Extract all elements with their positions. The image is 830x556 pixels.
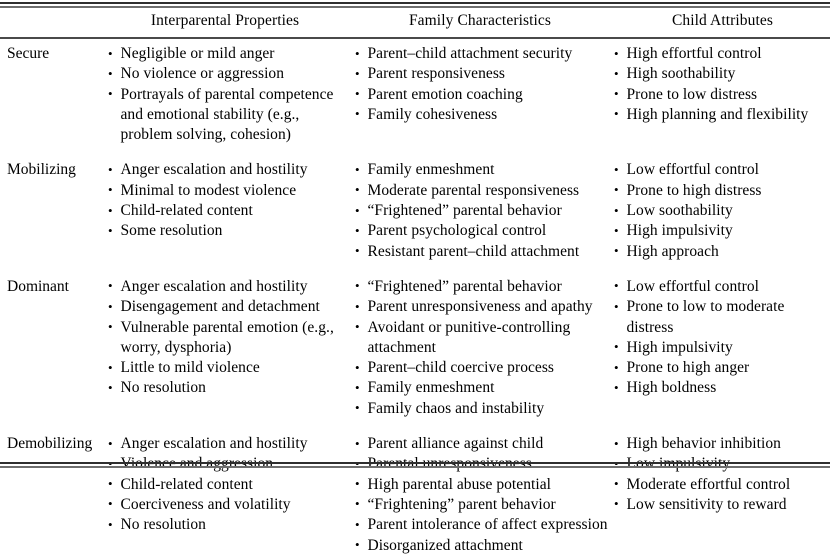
bullet-item: • Avoidant or punitive-controlling attachment <box>355 318 617 359</box>
bullet-item: • Parent–child attachment security <box>355 44 617 64</box>
bullet-item: • Family chaos and instability <box>355 399 617 419</box>
table-row <box>0 277 830 419</box>
bullet-item: • Some resolution <box>108 221 353 241</box>
table-bottom-rule-inner <box>0 466 830 468</box>
bullet-item: • Minimal to modest violence <box>108 181 353 201</box>
bullet-list <box>108 44 353 145</box>
bullet-item: • Prone to high distress <box>614 181 830 201</box>
bullet-item: • High behavior inhibition <box>614 434 830 454</box>
bullet-item: • Anger escalation and hostility <box>108 160 353 180</box>
bullet-item: • Parent responsiveness <box>355 64 617 84</box>
bullet-item: • Child-related content <box>108 475 353 495</box>
table-top-rule-outer <box>0 2 830 4</box>
bullet-list <box>614 160 830 261</box>
bullet-item: • “Frightening” parent behavior <box>355 495 617 515</box>
bullet-item: • Anger escalation and hostility <box>108 277 353 297</box>
bullet-list <box>614 44 830 125</box>
bullet-item: • “Frightened” parental behavior <box>355 201 617 221</box>
column-header-interparental-properties: Interparental Properties <box>150 12 300 29</box>
bullet-item: • Disorganized attachment <box>355 536 617 556</box>
bullet-item: • Low effortful control <box>614 160 830 180</box>
bullet-item: • Family enmeshment <box>355 160 617 180</box>
bullet-item: • Moderate effortful control <box>614 475 830 495</box>
table-cell <box>108 44 353 145</box>
bullet-list <box>614 277 830 399</box>
bullet-item: • No resolution <box>108 378 353 398</box>
bullet-item: • Low effortful control <box>614 277 830 297</box>
bullet-item: • Little to mild violence <box>108 358 353 378</box>
bullet-item: • High approach <box>614 242 830 262</box>
bullet-list <box>108 277 353 399</box>
bullet-list <box>108 434 353 535</box>
bullet-item: • Parent psychological control <box>355 221 617 241</box>
bullet-item: • Negligible or mild anger <box>108 44 353 64</box>
table-cell <box>355 44 617 125</box>
table-cell <box>614 277 830 399</box>
table-header-rule <box>0 37 830 39</box>
bullet-item: • Disengagement and detachment <box>108 297 353 317</box>
bullet-item: • Low soothability <box>614 201 830 221</box>
bullet-item: • Prone to high anger <box>614 358 830 378</box>
table-cell <box>355 434 617 556</box>
bullet-list <box>355 277 617 419</box>
bullet-item: • Resistant parent–child attachment <box>355 242 617 262</box>
table-cell <box>108 160 353 241</box>
bullet-item: • Family enmeshment <box>355 378 617 398</box>
bullet-list <box>355 160 617 261</box>
bullet-item: • Child-related content <box>108 201 353 221</box>
bullet-item: • Portrayals of parental competence and emotional stability (e.g., problem solving, cohesion) <box>108 85 353 146</box>
bullet-item: • Prone to low to moderate distress <box>614 297 830 338</box>
row-label-mobilizing: Mobilizing <box>7 161 76 179</box>
bullet-list <box>108 160 353 241</box>
bullet-list <box>355 44 617 125</box>
table-body <box>0 44 830 556</box>
table-cell <box>355 160 617 261</box>
bullet-item: • Parent emotion coaching <box>355 85 617 105</box>
table-top-rule-inner <box>0 6 830 8</box>
column-header-child-attributes: Child Attributes <box>671 12 774 29</box>
bullet-list <box>355 434 617 556</box>
row-label-dominant: Dominant <box>7 277 69 295</box>
table-cell <box>614 44 830 125</box>
bullet-item: • No resolution <box>108 515 353 535</box>
bullet-item: • Coerciveness and volatility <box>108 495 353 515</box>
bullet-item: • Prone to low distress <box>614 85 830 105</box>
table-cell <box>355 277 617 419</box>
row-label-demobilizing: Demobilizing <box>7 435 93 453</box>
bullet-item: • Family cohesiveness <box>355 105 617 125</box>
bullet-item: • Low sensitivity to reward <box>614 495 830 515</box>
bullet-item: • Parent–child coercive process <box>355 358 617 378</box>
bullet-item: • High impulsivity <box>614 221 830 241</box>
table-header-row <box>0 11 830 35</box>
column-header-family-characteristics: Family Characteristics <box>408 12 552 29</box>
bullet-item: • Anger escalation and hostility <box>108 434 353 454</box>
table-bottom-rule-outer <box>0 462 830 464</box>
bullet-item <box>614 454 830 474</box>
bullet-item: • Moderate parental responsiveness <box>355 181 617 201</box>
table-cell <box>108 434 353 535</box>
bullet-item: • High effortful control <box>614 44 830 64</box>
table-cell <box>614 160 830 261</box>
bullet-item: • Parent unresponsiveness and apathy <box>355 297 617 317</box>
bullet-item: • High impulsivity <box>614 338 830 358</box>
table-row <box>0 434 830 556</box>
table-row <box>0 44 830 145</box>
bullet-item: • High boldness <box>614 378 830 398</box>
bullet-item: • High soothability <box>614 64 830 84</box>
bullet-item: • High planning and flexibility <box>614 105 830 125</box>
table-cell <box>108 277 353 399</box>
table-row <box>0 160 830 261</box>
bullet-item: • Parent intolerance of affect expression <box>355 515 617 535</box>
bullet-item: • High parental abuse potential <box>355 475 617 495</box>
bullet-item: • Vulnerable parental emotion (e.g., worry, dysphoria) <box>108 318 353 359</box>
bullet-item <box>108 454 353 474</box>
bullet-item: • Parent alliance against child <box>355 434 617 454</box>
bullet-item: • No violence or aggression <box>108 64 353 84</box>
bullet-item: • “Frightened” parental behavior <box>355 277 617 297</box>
row-label-secure: Secure <box>7 45 50 62</box>
bullet-item <box>355 454 617 474</box>
